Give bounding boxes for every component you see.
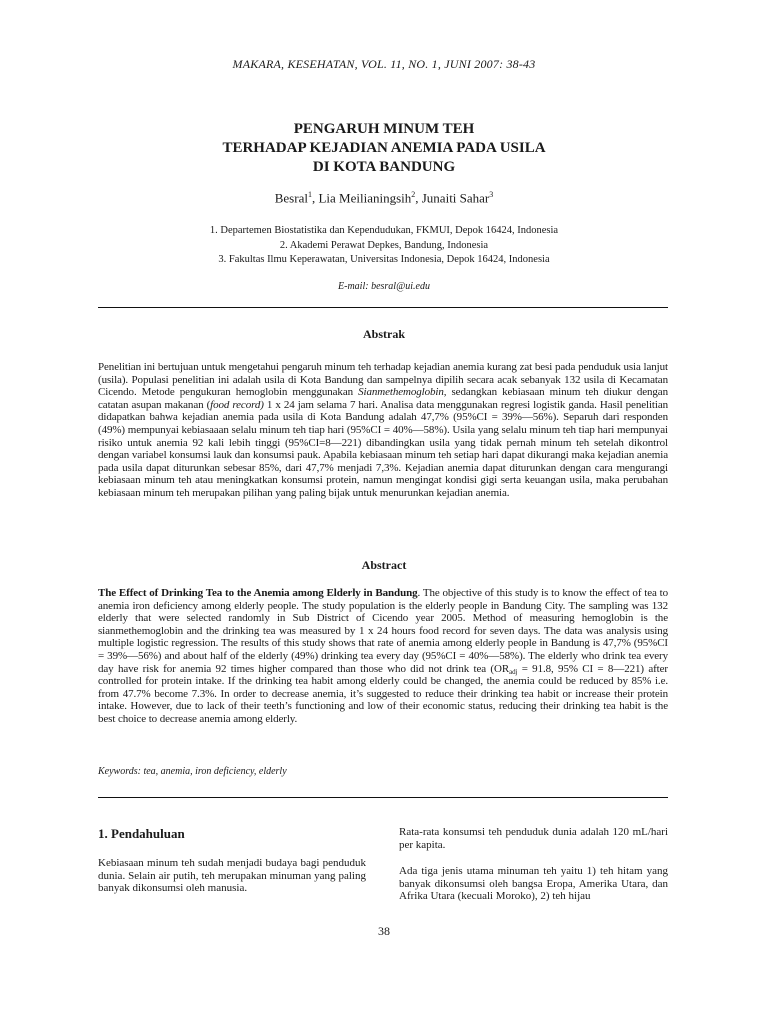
abstrak-heading: Abstrak	[362, 327, 405, 341]
author-1: Besral	[274, 190, 308, 206]
keywords: Keywords: tea, anemia, iron deficiency, elderly	[98, 766, 287, 777]
divider-top	[98, 307, 668, 308]
abstract-heading: Abstract	[361, 558, 407, 572]
intro-right-paragraph-2: Ada tiga jenis utama minuman teh yaitu 1) teh hitam yang banyak dikonsumsi oleh bangsa Eropa, Amerika Utara, dan Afrika Utara (kecuali Moroko), 2) teh hijau	[399, 865, 668, 903]
abstrak-italic-term: Sianmethemoglobin,	[358, 386, 447, 399]
abstrak-body	[98, 361, 668, 500]
author-2-affil: 2	[411, 190, 416, 199]
section-heading: 1. Pendahuluan	[98, 826, 185, 841]
author-2: Lia Meilianingsih	[318, 190, 412, 206]
contact-email: E-mail: besral@ui.edu	[338, 281, 430, 292]
abstract-english-title: The Effect of Drinking Tea to the Anemia among Elderly in Bandung	[98, 587, 418, 599]
author-sep: ,	[415, 190, 422, 206]
divider-bottom	[98, 797, 668, 798]
abstrak-text: Penelitian ini bertujuan untuk mengetahui pengaruh minum teh terhadap kejadian anemia kurang zat besi pada penduduk usia lanjut (usila). Populasi penelitian ini adalah usila di Kota Bandung dan sampelnya dipilih secara acak sebanyak 132 usila di Kecamatan Cicendo. Metode pengukuran hemoglobin menggunakan	[98, 361, 668, 399]
abstrak-text: 1 x 24 jam selama 7 hari. Analisa data menggunakan regresi logistik ganda. Hasil penelitian didapatkan bahwa kejadian anemia pada usila di Kota Bandung adalah 47,7% (95%CI = 39%—56%). Separuh dari responden (49%) mempunyai kebiasaaan selalu minum teh tiap hari (95%CI = 40%—58%). Usila yang selalu minum teh tiap hari mempunyai risiko untuk anemia 92 kali lebih tinggi (95%CI=8—221) dibandingkan usila yang tidak pernah minum teh setelah dikontrol dengan variabel konsumsi lauk dan konsumsi pauk. Apabila kebiasaan minum teh setiap hari dapat dikurangi maka kejadian anemia pada usila dapat diturunkan sebesar 85%, dari 47,7% menjadi 7,3%. Kejadian anemia dapat diturunkan dengan cara mengurangi kebiasaan minum teh atau meningkatkan konsumsi protein, namun mengingat kondisi gigi serta keuangan usila, maka perubahan kebiasaan minum teh merupakan pilihan yang paling bijak untuk menurunkan kejadian anemia.	[98, 398, 669, 499]
page-number: 38	[378, 924, 390, 938]
intro-left-paragraph: Kebiasaan minum teh sudah menjadi budaya bagi penduduk dunia. Selain air putih, teh merupakan minuman yang paling banyak dikonsumsi oleh manusia.	[98, 857, 366, 895]
paper-title	[0, 120, 768, 177]
abstrak-text: sedangkan kebiasaan minum teh diukur dengan catatan asupan makanan (	[98, 386, 668, 411]
affiliations	[0, 224, 768, 268]
author-list	[0, 190, 768, 206]
abstract-text: = 91.8, 95% CI = 8—221) after controlled for protein intake. If the drinking tea habit among elderly could be changed, the anemia could be reduced by 85% i.e. from 47.7% become 7.3%. In order to decrease anemia, it’s suggested to reduce their drinking tea habit or increase their protein intake. However, due to lack of their teeth’s functioning and low of their economic status, reducing their drinking tea habit is the best choice to decrease anemia among elderly.	[98, 662, 668, 725]
abstrak-italic-term: food record)	[210, 398, 264, 411]
intro-right-paragraph-1: Rata-rata konsumsi teh penduduk dunia adalah 120 mL/hari per kapita.	[399, 826, 668, 851]
author-3-affil: 3	[489, 190, 494, 199]
title-line-2: TERHADAP KEJADIAN ANEMIA PADA USILA	[222, 140, 546, 156]
title-line-1: PENGARUH MINUM TEH	[293, 121, 475, 137]
author-1-affil: 1	[307, 190, 312, 199]
abstract-subscript: adj	[509, 667, 518, 676]
abstract-text: . The objective of this study is to know the effect of tea to anemia iron deficiency among elderly people. The study population is the elderly people in Bandung City. The sampling was 132 elderly that were selected randomly in Sub District of Cicendo year 2005. Method of measuring hemoglobin is the sianmethemoglobin and the drinking tea was measured by 1 x 24 hours food record for seven days. The data was analysis using multiple logistic regression. The results of this study shows that rate of anemia among elderly people in Bandung is 47,7% (95%CI = 39%—56%) and about half of the elderly (49%) drinking tea every day (95%CI = 40%—58%). The elderly who drink tea every day have risk for anemia 92 times higher compared than those who did not drink tea (OR	[98, 587, 668, 675]
affiliation-1: 1. Departemen Biostatistika dan Kependudukan, FKMUI, Depok 16424, Indonesia	[209, 225, 559, 236]
author-3: Junaiti Sahar	[421, 190, 490, 206]
title-line-3: DI KOTA BANDUNG	[312, 159, 456, 175]
journal-header: MAKARA, KESEHATAN, VOL. 11, NO. 1, JUNI 2007: 38-43	[232, 57, 536, 71]
abstract-body	[98, 587, 668, 726]
affiliation-3: 3. Fakultas Ilmu Keperawatan, Universitas Indonesia, Depok 16424, Indonesia	[218, 254, 550, 265]
affiliation-2: 2. Akademi Perawat Depkes, Bandung, Indonesia	[279, 239, 489, 251]
author-sep: ,	[311, 190, 319, 206]
